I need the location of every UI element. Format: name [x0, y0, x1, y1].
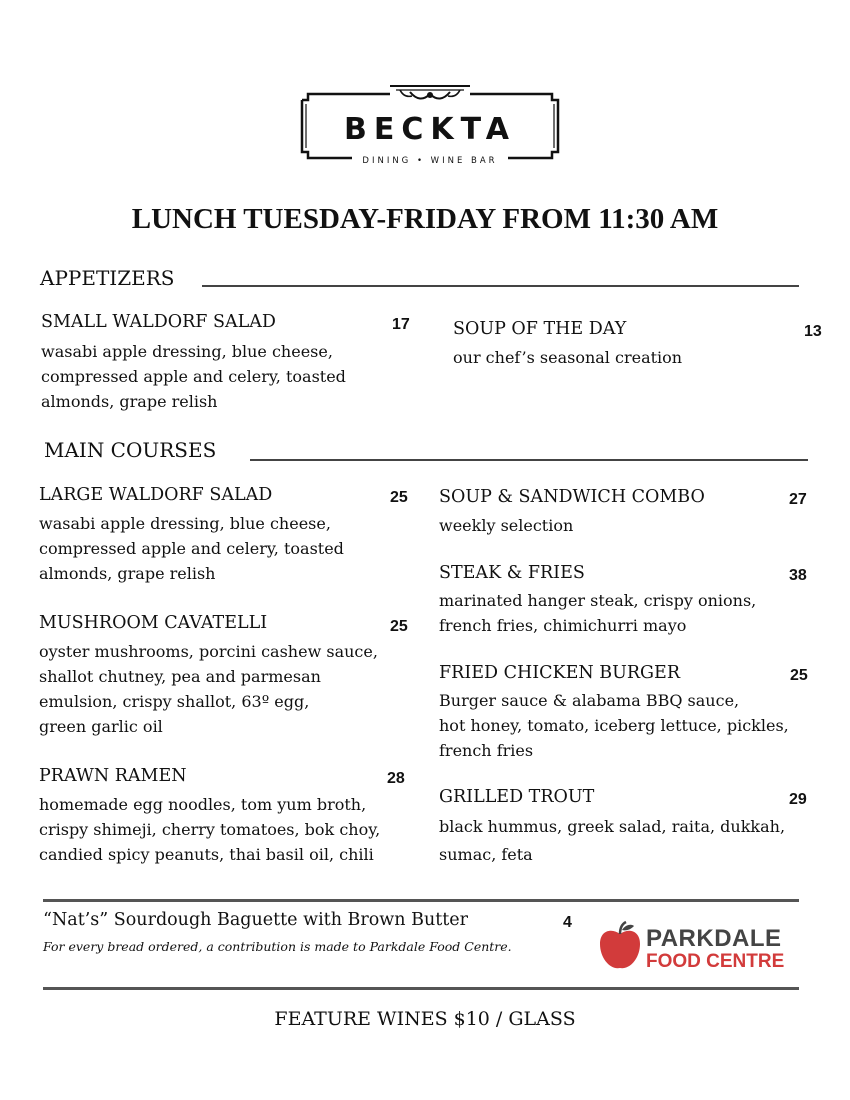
logo-subtitle: DINING • WINE BAR	[362, 156, 498, 166]
menu-item-price: 28	[387, 770, 405, 787]
menu-item-price: 27	[789, 491, 807, 508]
menu-item-description: oyster mushrooms, porcini cashew sauce, shallot chutney, pea and parmesan emulsion, crispy shallot, 63º egg, green garlic oil	[39, 642, 378, 736]
menu-item-description: marinated hanger steak, crispy onions, french fries, chimichurri mayo	[439, 591, 757, 635]
menu-item-name: FRIED CHICKEN BURGER	[439, 663, 680, 683]
menu-item-description: homemade egg noodles, tom yum broth, crispy shimeji, cherry tomatoes, bok choy, candied spicy peanuts, thai basil oil, chili	[39, 795, 381, 864]
menu-item-price: 25	[390, 618, 408, 635]
bread-item-price: 4	[563, 914, 572, 931]
menu-item-name: PRAWN RAMEN	[39, 766, 187, 786]
menu-item-description: wasabi apple dressing, blue cheese, compressed apple and celery, toasted almonds, grape relish	[41, 342, 346, 411]
menu-item-price: 25	[390, 489, 408, 506]
menu-item-name: GRILLED TROUT	[439, 787, 595, 807]
beckta-logo	[300, 82, 560, 172]
menu-item-name: MUSHROOM CAVATELLI	[39, 613, 268, 633]
section-divider	[43, 987, 799, 990]
parkdale-subtitle: FOOD CENTRE	[646, 951, 785, 972]
menu-item-name: SOUP OF THE DAY	[453, 319, 627, 339]
menu-item-name: STEAK & FRIES	[439, 563, 585, 583]
section-divider	[202, 285, 799, 287]
menu-item-name: SMALL WALDORF SALAD	[41, 312, 276, 332]
menu-item-name: SOUP & SANDWICH COMBO	[439, 487, 705, 507]
menu-item-description: weekly selection	[439, 516, 574, 535]
bread-item-name: “Nat’s” Sourdough Baguette with Brown Butter	[43, 910, 469, 930]
menu-item-price: 13	[804, 323, 822, 340]
menu-item-price: 25	[790, 667, 808, 684]
menu-item-description: black hummus, greek salad, raita, dukkah, sumac, feta	[439, 817, 786, 864]
section-title-main-courses: MAIN COURSES	[44, 438, 217, 462]
menu-item-description: our chef’s seasonal creation	[453, 348, 683, 367]
menu-item-description: wasabi apple dressing, blue cheese, compressed apple and celery, toasted almonds, grape relish	[39, 514, 344, 583]
menu-item-name: LARGE WALDORF SALAD	[39, 485, 273, 505]
parkdale-name: PARKDALE	[646, 925, 782, 952]
feature-wines: FEATURE WINES $10 / GLASS	[274, 1008, 576, 1030]
section-title-appetizers: APPETIZERS	[40, 266, 175, 290]
menu-item-description: Burger sauce & alabama BBQ sauce, hot honey, tomato, iceberg lettuce, pickles, french fries	[439, 691, 789, 760]
logo-name: BECKTA	[344, 112, 516, 147]
menu-item-price: 38	[789, 567, 807, 584]
menu-item-price: 17	[392, 316, 410, 333]
section-divider	[250, 459, 808, 461]
menu-item-price: 29	[789, 791, 807, 808]
section-divider	[43, 899, 799, 902]
parkdale-food-centre-logo	[598, 920, 798, 972]
apple-icon	[598, 920, 642, 972]
bread-item-note: For every bread ordered, a contribution is made to Parkdale Food Centre.	[43, 939, 512, 954]
page-title: LUNCH TUESDAY-FRIDAY FROM 11:30 AM	[131, 203, 719, 235]
